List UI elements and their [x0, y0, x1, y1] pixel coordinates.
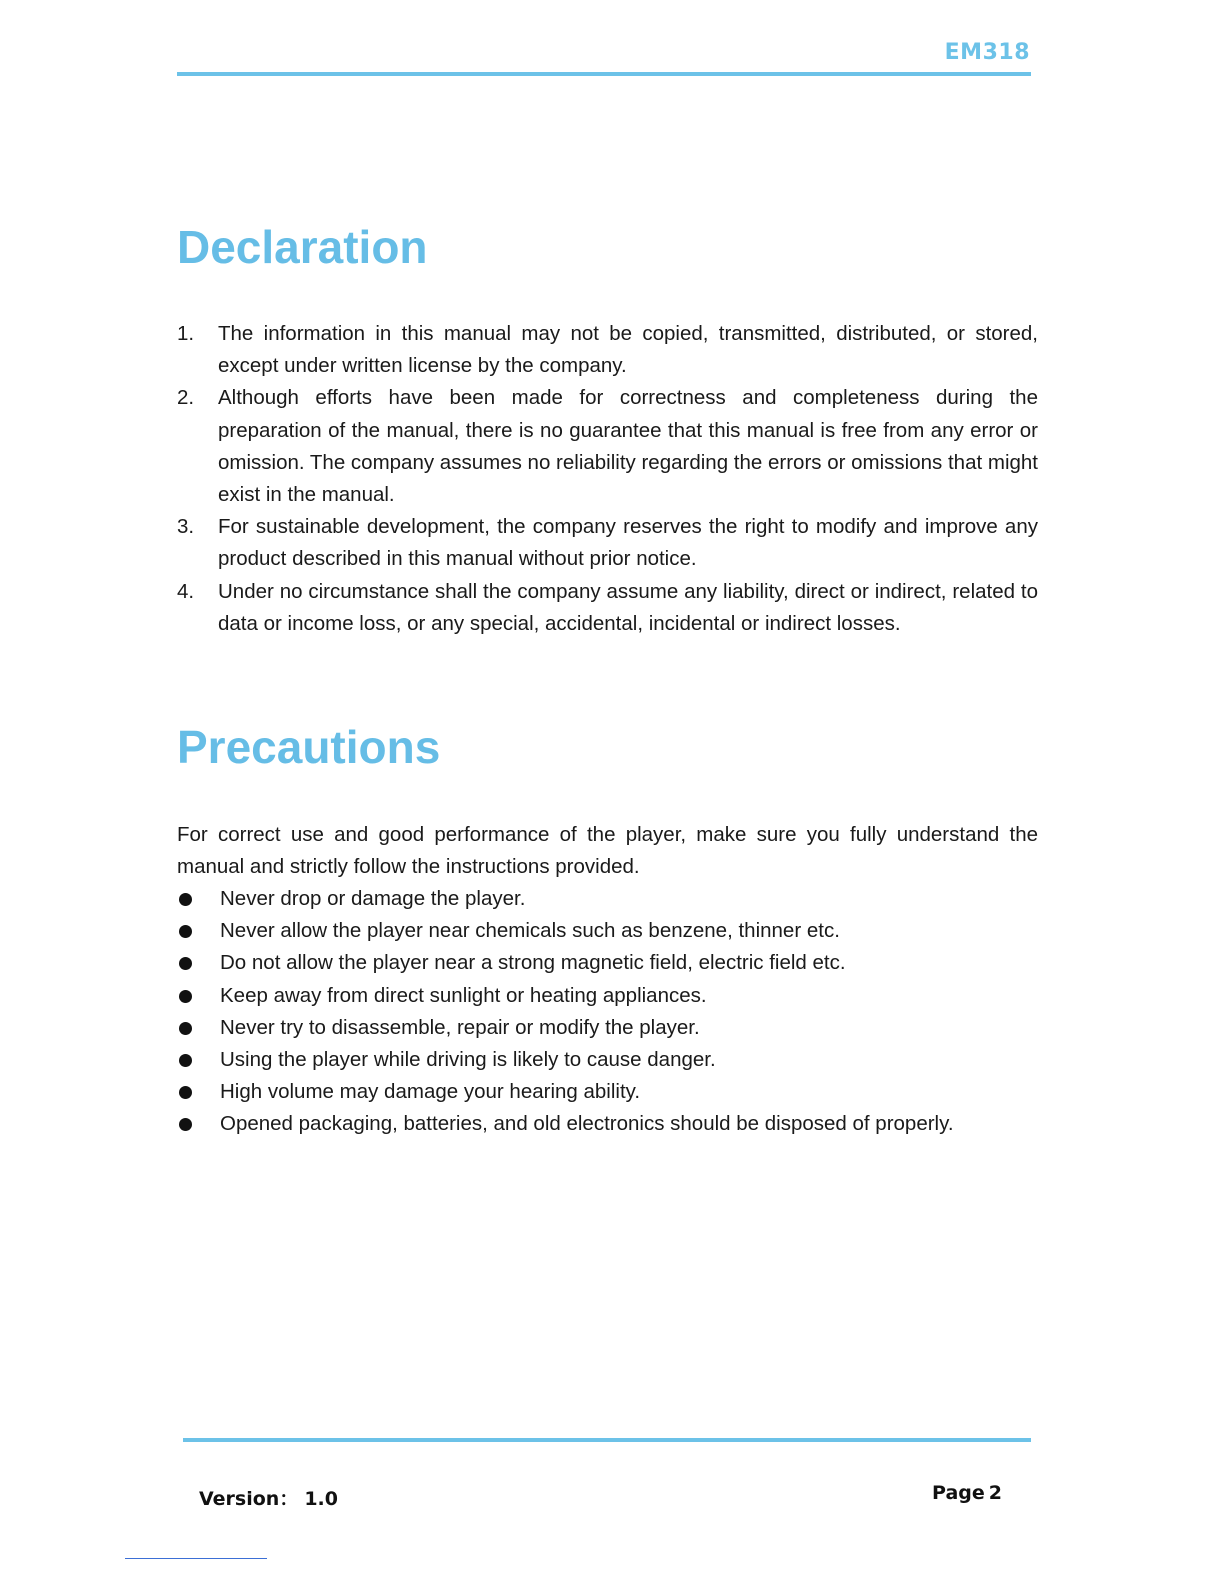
precaution-text: Opened packaging, batteries, and old electronics should be disposed of properly.	[220, 1112, 954, 1136]
footer-page-number	[932, 1482, 1002, 1504]
header-divider	[177, 72, 1031, 76]
declaration-item	[177, 318, 1038, 382]
item-number: 4.	[177, 579, 195, 603]
precaution-item	[177, 883, 1038, 915]
precaution-item	[177, 915, 1038, 947]
precaution-item	[177, 980, 1038, 1012]
bottom-edge-line	[125, 1558, 267, 1559]
precautions-title: Precautions	[177, 721, 441, 773]
precaution-item	[177, 1076, 1038, 1108]
precaution-item	[177, 947, 1038, 979]
version-label: Version：	[199, 1488, 299, 1510]
item-number: 2.	[177, 386, 195, 410]
bullet-icon	[179, 990, 192, 1003]
bullet-icon	[179, 893, 192, 906]
declaration-item	[177, 511, 1038, 575]
precaution-item	[177, 1012, 1038, 1044]
precaution-text: Never drop or damage the player.	[220, 887, 526, 910]
bullet-icon	[179, 957, 192, 970]
precaution-text: Using the player while driving is likely to cause danger.	[220, 1048, 716, 1072]
bullet-icon	[179, 1118, 192, 1131]
page-number: 2	[988, 1482, 1002, 1504]
item-text: The information in this manual may not be copied, transmitted, distributed, or stored, except under written license by the company.	[218, 322, 1038, 378]
precaution-item	[177, 1044, 1038, 1076]
precaution-text: High volume may damage your hearing ability.	[220, 1080, 641, 1104]
bullet-icon	[179, 1022, 192, 1035]
footer-divider	[183, 1438, 1031, 1442]
page-label: Page	[932, 1482, 985, 1504]
bullet-icon	[179, 1086, 192, 1099]
item-number: 3.	[177, 515, 195, 539]
document-model-header: EM318	[944, 40, 1030, 65]
precaution-text: Keep away from direct sunlight or heating appliances.	[220, 983, 707, 1007]
declaration-list	[177, 318, 1038, 640]
precaution-text: Do not allow the player near a strong magnetic field, electric field etc.	[220, 951, 846, 975]
precautions-list	[177, 883, 1038, 1141]
precaution-text: Never try to disassemble, repair or modify the player.	[220, 1015, 700, 1039]
declaration-title: Declaration	[177, 221, 428, 273]
item-text: Under no circumstance shall the company assume any liability, direct or indirect, related to data or income loss, or any special, accidental, incidental or indirect losses.	[218, 579, 1038, 635]
footer-version	[199, 1484, 338, 1511]
bullet-icon	[179, 925, 192, 938]
item-text: Although efforts have been made for correctness and completeness during the preparation of the manual, there is no guarantee that this manual is free from any error or omission. The company assumes no reliability regarding the errors or omissions that might exist in the manual.	[218, 386, 1038, 507]
item-number: 1.	[177, 322, 195, 345]
declaration-item	[177, 576, 1038, 640]
version-value: 1.0	[304, 1488, 338, 1510]
declaration-item	[177, 382, 1038, 511]
precaution-text: Never allow the player near chemicals such as benzene, thinner etc.	[220, 919, 840, 943]
item-text: For sustainable development, the company reserves the right to modify and improve any product described in this manual without prior notice.	[218, 515, 1038, 571]
precaution-item	[177, 1108, 1038, 1140]
precautions-intro: For correct use and good performance of the player, make sure you fully understand the manual and strictly follow the instructions provided.	[177, 823, 1038, 879]
bullet-icon	[179, 1054, 192, 1067]
